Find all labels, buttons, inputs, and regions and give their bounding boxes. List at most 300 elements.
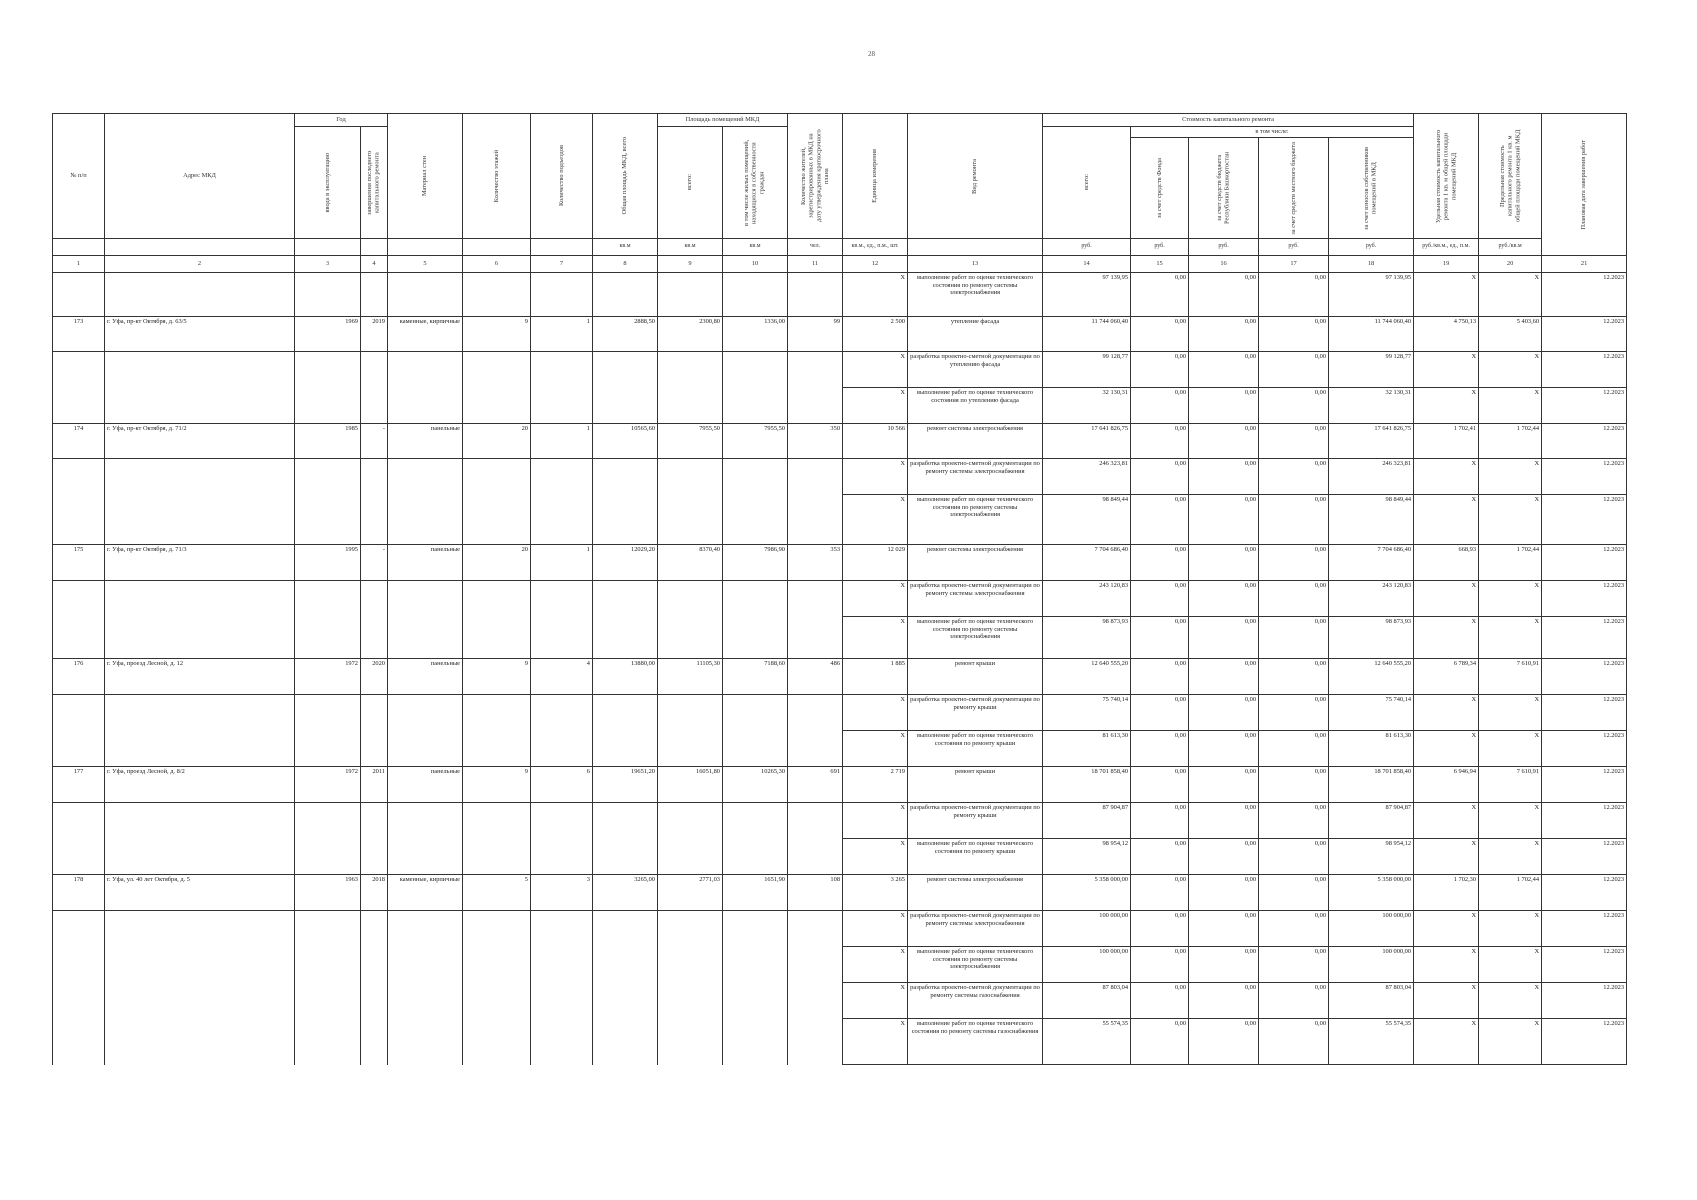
table-row bbox=[53, 273, 1627, 317]
cell-owners: 75 740,14 bbox=[1329, 695, 1414, 731]
column-numbers-row bbox=[53, 256, 1627, 273]
cell-residents bbox=[788, 803, 843, 839]
cell-unit: X bbox=[843, 839, 908, 875]
cell-total-area bbox=[593, 352, 658, 388]
cell-wall-material: панельные bbox=[388, 659, 463, 695]
col-number: 5 bbox=[388, 256, 463, 273]
table-row bbox=[53, 695, 1627, 731]
cell-owners: 246 323,81 bbox=[1329, 459, 1414, 495]
hdr-local: за счет средств местного бюджета bbox=[1259, 138, 1329, 239]
cell-total-area bbox=[593, 1019, 658, 1065]
cell-year-repair: 2018 bbox=[361, 875, 388, 911]
cell-num bbox=[53, 803, 105, 839]
cell-entrances bbox=[531, 352, 593, 388]
cell-unit: X bbox=[843, 459, 908, 495]
table-row bbox=[53, 839, 1627, 875]
cell-local: 0,00 bbox=[1259, 731, 1329, 767]
cell-plan-date: 12.2023 bbox=[1542, 459, 1627, 495]
cell-floors bbox=[463, 388, 531, 424]
cell-repair-type: разработка проектно-сметной документации по ремонту крыши bbox=[908, 803, 1043, 839]
cell-republic: 0,00 bbox=[1189, 875, 1259, 911]
cell-year-built bbox=[295, 983, 361, 1019]
cell-cost-total: 5 358 000,00 bbox=[1043, 875, 1131, 911]
cell-plan-date: 12.2023 bbox=[1542, 581, 1627, 617]
header-row-1 bbox=[53, 114, 1627, 127]
cell-cost-total: 75 740,14 bbox=[1043, 695, 1131, 731]
cell-unit: 2 500 bbox=[843, 317, 908, 352]
cell-year-repair bbox=[361, 1019, 388, 1065]
cell-republic: 0,00 bbox=[1189, 767, 1259, 803]
cell-fund: 0,00 bbox=[1131, 459, 1189, 495]
cell-plan-date: 12.2023 bbox=[1542, 659, 1627, 695]
cell-address: г. Уфа, проезд Лесной, д. 12 bbox=[105, 659, 295, 695]
cell-fund: 0,00 bbox=[1131, 767, 1189, 803]
cell-total-area: 10565,60 bbox=[593, 424, 658, 459]
col-number: 1 bbox=[53, 256, 105, 273]
cell-year-built bbox=[295, 947, 361, 983]
cell-entrances: 3 bbox=[531, 875, 593, 911]
table-row bbox=[53, 983, 1627, 1019]
cell-owners: 7 704 686,40 bbox=[1329, 545, 1414, 581]
col-number: 15 bbox=[1131, 256, 1189, 273]
cell-max-cost: X bbox=[1479, 695, 1542, 731]
cell-fund: 0,00 bbox=[1131, 1019, 1189, 1065]
cell-unit: X bbox=[843, 1019, 908, 1065]
cell-area-residential bbox=[723, 273, 788, 317]
cell-max-cost: X bbox=[1479, 352, 1542, 388]
cell-republic: 0,00 bbox=[1189, 659, 1259, 695]
cell-num: 175 bbox=[53, 545, 105, 581]
cell-total-area bbox=[593, 803, 658, 839]
cell-cost-total: 18 701 858,40 bbox=[1043, 767, 1131, 803]
hdr-cost-total: всего: bbox=[1043, 127, 1131, 239]
cell-entrances bbox=[531, 839, 593, 875]
cell-plan-date: 12.2023 bbox=[1542, 875, 1627, 911]
cell-unit: X bbox=[843, 911, 908, 947]
cell-total-area bbox=[593, 495, 658, 545]
hdr-num: № п/п bbox=[53, 114, 105, 239]
cell-fund: 0,00 bbox=[1131, 388, 1189, 424]
cell-address bbox=[105, 803, 295, 839]
cell-floors bbox=[463, 947, 531, 983]
cell-cost-total: 11 744 060,40 bbox=[1043, 317, 1131, 352]
cell-floors: 5 bbox=[463, 875, 531, 911]
col-number: 16 bbox=[1189, 256, 1259, 273]
cell-total-area bbox=[593, 983, 658, 1019]
cell-area-residential: 1336,00 bbox=[723, 317, 788, 352]
cell-num: 173 bbox=[53, 317, 105, 352]
cell-entrances: 1 bbox=[531, 317, 593, 352]
cell-num: 176 bbox=[53, 659, 105, 695]
cell-address bbox=[105, 911, 295, 947]
cell-year-repair bbox=[361, 731, 388, 767]
cell-entrances bbox=[531, 388, 593, 424]
cell-republic: 0,00 bbox=[1189, 947, 1259, 983]
hdr-unit: Единица измерения bbox=[843, 114, 908, 239]
cell-year-built bbox=[295, 352, 361, 388]
cell-owners: 87 803,04 bbox=[1329, 983, 1414, 1019]
cell-cost-total: 99 128,77 bbox=[1043, 352, 1131, 388]
table-row bbox=[53, 947, 1627, 983]
cell-address bbox=[105, 459, 295, 495]
cell-fund: 0,00 bbox=[1131, 659, 1189, 695]
cell-plan-date: 12.2023 bbox=[1542, 495, 1627, 545]
cell-owners: 97 139,95 bbox=[1329, 273, 1414, 317]
cell-fund: 0,00 bbox=[1131, 352, 1189, 388]
cell-republic: 0,00 bbox=[1189, 1019, 1259, 1065]
cell-total-area: 2888,50 bbox=[593, 317, 658, 352]
cell-num bbox=[53, 352, 105, 388]
cell-repair-type: ремонт системы электроснабжения bbox=[908, 545, 1043, 581]
cell-fund: 0,00 bbox=[1131, 803, 1189, 839]
cell-repair-type: выполнение работ по оценке технического состояния по ремонту системы электроснабжения bbox=[908, 495, 1043, 545]
unit-cell: руб. bbox=[1259, 239, 1329, 256]
cell-area-all bbox=[658, 495, 723, 545]
table-row bbox=[53, 581, 1627, 617]
cell-area-all bbox=[658, 352, 723, 388]
cell-cost-total: 97 139,95 bbox=[1043, 273, 1131, 317]
cell-repair-type: разработка проектно-сметной документации по ремонту системы электроснабжения bbox=[908, 581, 1043, 617]
col-number: 7 bbox=[531, 256, 593, 273]
cell-entrances bbox=[531, 273, 593, 317]
cell-max-cost: X bbox=[1479, 495, 1542, 545]
cell-area-residential bbox=[723, 731, 788, 767]
cell-wall-material bbox=[388, 388, 463, 424]
cell-repair-type: ремонт крыши bbox=[908, 767, 1043, 803]
cell-year-built: 1995 bbox=[295, 545, 361, 581]
cell-plan-date: 12.2023 bbox=[1542, 352, 1627, 388]
cell-repair-type: выполнение работ по оценке технического состояния по утеплению фасада bbox=[908, 388, 1043, 424]
col-number: 21 bbox=[1542, 256, 1627, 273]
table-row bbox=[53, 545, 1627, 581]
cell-residents bbox=[788, 839, 843, 875]
col-number: 2 bbox=[105, 256, 295, 273]
cell-year-built bbox=[295, 695, 361, 731]
cell-owners: 98 954,12 bbox=[1329, 839, 1414, 875]
cell-area-all bbox=[658, 911, 723, 947]
cell-cost-total: 100 000,00 bbox=[1043, 911, 1131, 947]
cell-local: 0,00 bbox=[1259, 459, 1329, 495]
cell-area-all: 16051,80 bbox=[658, 767, 723, 803]
cell-entrances bbox=[531, 911, 593, 947]
cell-fund: 0,00 bbox=[1131, 911, 1189, 947]
hdr-year-built: ввода в эксплуатацию bbox=[295, 127, 361, 239]
cell-republic: 0,00 bbox=[1189, 617, 1259, 659]
cell-wall-material bbox=[388, 581, 463, 617]
cell-address bbox=[105, 617, 295, 659]
cell-fund: 0,00 bbox=[1131, 581, 1189, 617]
cell-local: 0,00 bbox=[1259, 875, 1329, 911]
cell-local: 0,00 bbox=[1259, 767, 1329, 803]
cell-year-built: 1969 bbox=[295, 317, 361, 352]
cell-republic: 0,00 bbox=[1189, 317, 1259, 352]
cell-unit-cost: 1 702,30 bbox=[1414, 875, 1479, 911]
cell-residents: 691 bbox=[788, 767, 843, 803]
cell-plan-date: 12.2023 bbox=[1542, 424, 1627, 459]
cell-wall-material bbox=[388, 495, 463, 545]
cell-fund: 0,00 bbox=[1131, 273, 1189, 317]
cell-residents: 99 bbox=[788, 317, 843, 352]
cell-entrances bbox=[531, 731, 593, 767]
cell-unit-cost: 6 946,94 bbox=[1414, 767, 1479, 803]
cell-unit-cost: X bbox=[1414, 695, 1479, 731]
cell-area-all bbox=[658, 273, 723, 317]
cell-local: 0,00 bbox=[1259, 1019, 1329, 1065]
cell-unit-cost: X bbox=[1414, 388, 1479, 424]
cell-residents bbox=[788, 1019, 843, 1065]
col-number: 18 bbox=[1329, 256, 1414, 273]
cell-plan-date: 12.2023 bbox=[1542, 839, 1627, 875]
cell-local: 0,00 bbox=[1259, 317, 1329, 352]
cell-area-all bbox=[658, 1019, 723, 1065]
cell-cost-total: 100 000,00 bbox=[1043, 947, 1131, 983]
hdr-wall-material: Материал стен bbox=[388, 114, 463, 239]
cell-entrances bbox=[531, 1019, 593, 1065]
hdr-total-area: Общая площадь МКД, всего bbox=[593, 114, 658, 239]
cell-floors bbox=[463, 983, 531, 1019]
cell-floors bbox=[463, 495, 531, 545]
cell-entrances: 1 bbox=[531, 545, 593, 581]
cell-wall-material bbox=[388, 947, 463, 983]
cell-republic: 0,00 bbox=[1189, 911, 1259, 947]
cell-max-cost: X bbox=[1479, 839, 1542, 875]
cell-local: 0,00 bbox=[1259, 545, 1329, 581]
cell-unit-cost: 4 750,13 bbox=[1414, 317, 1479, 352]
unit-cell: чел. bbox=[788, 239, 843, 256]
cell-year-built bbox=[295, 495, 361, 545]
cell-repair-type: выполнение работ по оценке технического состояния по ремонту системы электроснабжения bbox=[908, 617, 1043, 659]
cell-cost-total: 32 130,31 bbox=[1043, 388, 1131, 424]
cell-residents bbox=[788, 731, 843, 767]
cell-unit-cost: X bbox=[1414, 495, 1479, 545]
unit-cell: кв.м bbox=[593, 239, 658, 256]
cell-entrances bbox=[531, 495, 593, 545]
cell-repair-type: выполнение работ по оценке технического состояния по ремонту крыши bbox=[908, 731, 1043, 767]
cell-owners: 98 873,93 bbox=[1329, 617, 1414, 659]
cell-fund: 0,00 bbox=[1131, 947, 1189, 983]
cell-unit-cost: 668,93 bbox=[1414, 545, 1479, 581]
col-number: 6 bbox=[463, 256, 531, 273]
cell-owners: 18 701 858,40 bbox=[1329, 767, 1414, 803]
cell-unit-cost: X bbox=[1414, 947, 1479, 983]
cell-year-repair bbox=[361, 695, 388, 731]
cell-wall-material: панельные bbox=[388, 767, 463, 803]
cell-fund: 0,00 bbox=[1131, 317, 1189, 352]
cell-year-repair bbox=[361, 388, 388, 424]
cell-unit-cost: 6 789,34 bbox=[1414, 659, 1479, 695]
col-number: 9 bbox=[658, 256, 723, 273]
cell-area-residential: 7986,90 bbox=[723, 545, 788, 581]
cell-repair-type: разработка проектно-сметной документации по ремонту крыши bbox=[908, 695, 1043, 731]
cell-republic: 0,00 bbox=[1189, 803, 1259, 839]
cell-max-cost: 1 702,44 bbox=[1479, 424, 1542, 459]
cell-area-all: 2300,80 bbox=[658, 317, 723, 352]
cell-owners: 100 000,00 bbox=[1329, 947, 1414, 983]
cell-cost-total: 98 849,44 bbox=[1043, 495, 1131, 545]
cell-plan-date: 12.2023 bbox=[1542, 317, 1627, 352]
hdr-plan-date: Плановая дата завершения работ bbox=[1542, 114, 1627, 256]
cell-entrances bbox=[531, 695, 593, 731]
cell-year-built bbox=[295, 617, 361, 659]
cell-unit: X bbox=[843, 803, 908, 839]
cell-area-residential bbox=[723, 459, 788, 495]
cell-repair-type: разработка проектно-сметной документации по ремонту системы газоснабжения bbox=[908, 983, 1043, 1019]
cell-total-area: 19651,20 bbox=[593, 767, 658, 803]
cell-year-repair bbox=[361, 803, 388, 839]
cell-max-cost: X bbox=[1479, 617, 1542, 659]
cell-address bbox=[105, 1019, 295, 1065]
cell-owners: 243 120,83 bbox=[1329, 581, 1414, 617]
unit-cell: руб. bbox=[1043, 239, 1131, 256]
cell-area-residential bbox=[723, 695, 788, 731]
cell-republic: 0,00 bbox=[1189, 983, 1259, 1019]
cell-address: г. Уфа, пр-кт Октября, д. 71/3 bbox=[105, 545, 295, 581]
cell-republic: 0,00 bbox=[1189, 495, 1259, 545]
cell-area-all: 11105,30 bbox=[658, 659, 723, 695]
cell-repair-type: разработка проектно-сметной документации по утеплению фасада bbox=[908, 352, 1043, 388]
cell-republic: 0,00 bbox=[1189, 273, 1259, 317]
cell-republic: 0,00 bbox=[1189, 581, 1259, 617]
cell-year-built bbox=[295, 911, 361, 947]
cell-wall-material: панельные bbox=[388, 545, 463, 581]
table-body bbox=[53, 273, 1627, 1065]
cell-max-cost: 7 610,91 bbox=[1479, 767, 1542, 803]
cell-entrances bbox=[531, 617, 593, 659]
cell-area-residential bbox=[723, 495, 788, 545]
cell-floors bbox=[463, 352, 531, 388]
cell-republic: 0,00 bbox=[1189, 839, 1259, 875]
cell-area-residential bbox=[723, 352, 788, 388]
cell-residents bbox=[788, 459, 843, 495]
cell-floors: 9 bbox=[463, 659, 531, 695]
cell-residents bbox=[788, 388, 843, 424]
cell-unit: X bbox=[843, 731, 908, 767]
unit-cell: кв.м bbox=[658, 239, 723, 256]
cell-year-built: 1963 bbox=[295, 875, 361, 911]
cell-wall-material bbox=[388, 617, 463, 659]
cell-owners: 98 849,44 bbox=[1329, 495, 1414, 545]
cell-area-residential bbox=[723, 803, 788, 839]
cell-num bbox=[53, 695, 105, 731]
cell-address: г. Уфа, проезд Лесной, д. 8/2 bbox=[105, 767, 295, 803]
cell-area-residential: 10265,30 bbox=[723, 767, 788, 803]
cell-max-cost: X bbox=[1479, 947, 1542, 983]
cell-year-repair bbox=[361, 495, 388, 545]
cell-total-area bbox=[593, 695, 658, 731]
cell-residents: 353 bbox=[788, 545, 843, 581]
cell-num bbox=[53, 581, 105, 617]
cell-floors: 9 bbox=[463, 767, 531, 803]
cell-unit-cost: X bbox=[1414, 617, 1479, 659]
cell-owners: 99 128,77 bbox=[1329, 352, 1414, 388]
cell-wall-material bbox=[388, 352, 463, 388]
hdr-fund: за счет средств Фонда bbox=[1131, 138, 1189, 239]
cell-max-cost: X bbox=[1479, 581, 1542, 617]
cell-residents bbox=[788, 617, 843, 659]
cell-plan-date: 12.2023 bbox=[1542, 731, 1627, 767]
cell-floors bbox=[463, 273, 531, 317]
cell-address bbox=[105, 839, 295, 875]
cell-total-area bbox=[593, 459, 658, 495]
cell-fund: 0,00 bbox=[1131, 695, 1189, 731]
cell-residents bbox=[788, 911, 843, 947]
cell-wall-material: каменные, кирпичные bbox=[388, 875, 463, 911]
cell-unit-cost: X bbox=[1414, 1019, 1479, 1065]
cell-local: 0,00 bbox=[1259, 839, 1329, 875]
cell-area-all bbox=[658, 803, 723, 839]
cell-unit: 3 265 bbox=[843, 875, 908, 911]
cell-owners: 5 358 000,00 bbox=[1329, 875, 1414, 911]
hdr-cost-group: Стоимость капитального ремонта bbox=[1043, 114, 1414, 127]
cell-num bbox=[53, 731, 105, 767]
cell-address bbox=[105, 695, 295, 731]
cell-max-cost: X bbox=[1479, 388, 1542, 424]
repair-plan-table bbox=[52, 113, 1627, 1065]
cell-residents bbox=[788, 495, 843, 545]
cell-residents bbox=[788, 983, 843, 1019]
cell-area-residential bbox=[723, 911, 788, 947]
cell-area-all: 2771,03 bbox=[658, 875, 723, 911]
cell-owners: 81 613,30 bbox=[1329, 731, 1414, 767]
cell-wall-material bbox=[388, 983, 463, 1019]
cell-area-residential bbox=[723, 839, 788, 875]
cell-entrances bbox=[531, 803, 593, 839]
cell-area-all: 8370,40 bbox=[658, 545, 723, 581]
cell-floors bbox=[463, 459, 531, 495]
cell-total-area: 13880,00 bbox=[593, 659, 658, 695]
cell-wall-material bbox=[388, 731, 463, 767]
table-row bbox=[53, 911, 1627, 947]
cell-address: г. Уфа, ул. 40 лет Октября, д. 5 bbox=[105, 875, 295, 911]
unit-cell: руб./кв.м., ед., п.м. bbox=[1414, 239, 1479, 256]
hdr-address: Адрес МКД bbox=[105, 114, 295, 239]
col-number: 3 bbox=[295, 256, 361, 273]
hdr-residents: Количество жителей, зарегистрированных в МКД на дату утверждения краткосрочного плана bbox=[788, 114, 843, 239]
col-number: 11 bbox=[788, 256, 843, 273]
cell-unit-cost: X bbox=[1414, 581, 1479, 617]
cell-cost-total: 81 613,30 bbox=[1043, 731, 1131, 767]
cell-wall-material bbox=[388, 911, 463, 947]
cell-year-built bbox=[295, 839, 361, 875]
cell-area-all bbox=[658, 388, 723, 424]
cell-local: 0,00 bbox=[1259, 495, 1329, 545]
hdr-repair-type: Вид ремонта bbox=[908, 114, 1043, 239]
table-row bbox=[53, 767, 1627, 803]
cell-unit: X bbox=[843, 388, 908, 424]
cell-max-cost: X bbox=[1479, 1019, 1542, 1065]
hdr-year-group: Год bbox=[295, 114, 388, 127]
cell-total-area bbox=[593, 617, 658, 659]
cell-local: 0,00 bbox=[1259, 803, 1329, 839]
cell-year-repair: 2019 bbox=[361, 317, 388, 352]
cell-num bbox=[53, 983, 105, 1019]
cell-owners: 55 574,35 bbox=[1329, 1019, 1414, 1065]
cell-floors bbox=[463, 911, 531, 947]
cell-max-cost: X bbox=[1479, 731, 1542, 767]
cell-entrances bbox=[531, 983, 593, 1019]
cell-year-repair: - bbox=[361, 545, 388, 581]
cell-area-all bbox=[658, 983, 723, 1019]
cell-owners: 11 744 060,40 bbox=[1329, 317, 1414, 352]
units-row bbox=[53, 239, 1627, 256]
cell-unit-cost: X bbox=[1414, 731, 1479, 767]
cell-residents bbox=[788, 581, 843, 617]
cell-republic: 0,00 bbox=[1189, 424, 1259, 459]
cell-unit: 1 885 bbox=[843, 659, 908, 695]
cell-owners: 100 000,00 bbox=[1329, 911, 1414, 947]
col-number: 19 bbox=[1414, 256, 1479, 273]
cell-unit: 2 719 bbox=[843, 767, 908, 803]
